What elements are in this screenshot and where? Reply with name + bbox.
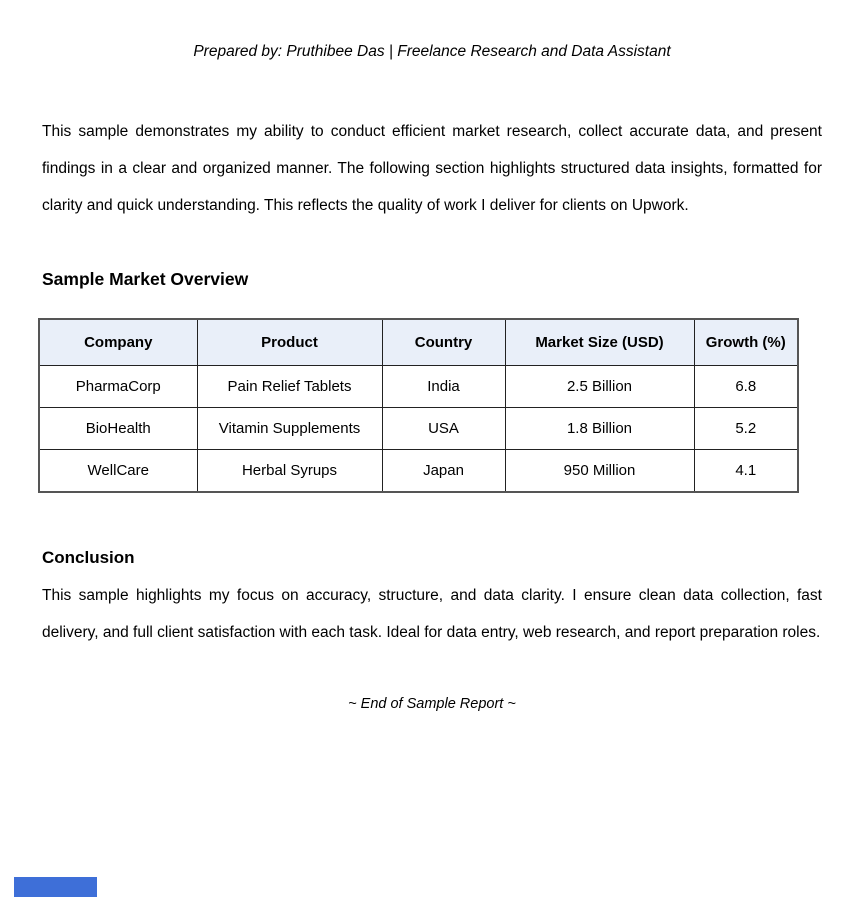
column-header-market-size: Market Size (USD) <box>505 319 694 366</box>
cell-growth: 5.2 <box>694 408 798 450</box>
column-header-product: Product <box>197 319 382 366</box>
prepared-by-line: Prepared by: Pruthibee Das | Freelance Research and Data Assistant <box>193 43 671 60</box>
cell-market-size: 2.5 Billion <box>505 366 694 408</box>
market-overview-table <box>38 318 799 493</box>
cell-company: PharmaCorp <box>39 366 197 408</box>
cell-company: BioHealth <box>39 408 197 450</box>
cell-country: USA <box>382 408 505 450</box>
cell-company: WellCare <box>39 450 197 493</box>
cell-growth: 6.8 <box>694 366 798 408</box>
cell-market-size: 1.8 Billion <box>505 408 694 450</box>
intro-paragraph: This sample demonstrates my ability to conduct efficient market research, collect accurate data, and present findings in a clear and organized manner. The following section highlights structured data insights, formatted for clarity and quick understanding. This reflects the quality of work I deliver for clients on Upwork. <box>42 123 822 214</box>
cell-country: Japan <box>382 450 505 493</box>
column-header-company: Company <box>39 319 197 366</box>
footer-blue-bar <box>14 877 97 897</box>
table-header-row <box>39 319 798 366</box>
column-header-growth: Growth (%) <box>694 319 798 366</box>
table-row <box>39 408 798 450</box>
column-header-country: Country <box>382 319 505 366</box>
section-heading-conclusion: Conclusion <box>42 548 135 567</box>
cell-market-size: 950 Million <box>505 450 694 493</box>
cell-product: Pain Relief Tablets <box>197 366 382 408</box>
table-row <box>39 366 798 408</box>
conclusion-paragraph: This sample highlights my focus on accuracy, structure, and data clarity. I ensure clean data collection, fast delivery, and full client satisfaction with each task. Ideal for data entry, web research, and report preparation roles. <box>42 587 822 641</box>
table-row <box>39 450 798 493</box>
cell-country: India <box>382 366 505 408</box>
cell-product: Herbal Syrups <box>197 450 382 493</box>
cell-product: Vitamin Supplements <box>197 408 382 450</box>
end-of-report-note: ~ End of Sample Report ~ <box>348 696 516 712</box>
section-heading-market-overview: Sample Market Overview <box>42 269 249 289</box>
cell-growth: 4.1 <box>694 450 798 493</box>
